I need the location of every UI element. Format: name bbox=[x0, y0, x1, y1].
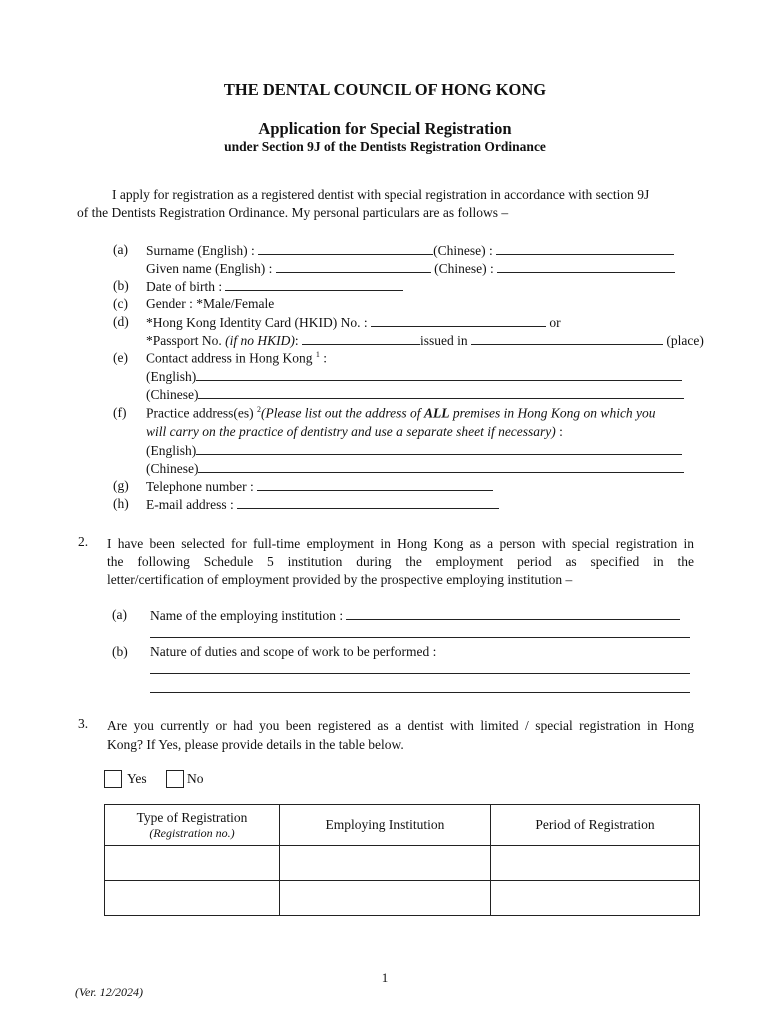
practice-address-row bbox=[146, 405, 656, 422]
item-b-label: (b) bbox=[113, 278, 129, 293]
section-3-line-1: Are you currently or had you been registered as a dentist with limited / special registration in Hong bbox=[107, 718, 694, 733]
dob-field[interactable] bbox=[225, 278, 403, 291]
issued-place-field[interactable] bbox=[471, 332, 663, 345]
section-2-line-1: I have been selected for full-time employment in Hong Kong as a person with special registration in bbox=[107, 536, 694, 551]
version-label: (Ver. 12/2024) bbox=[75, 985, 143, 999]
hkid-row bbox=[146, 314, 561, 331]
item-f-label: (f) bbox=[113, 405, 127, 420]
contact-english-row bbox=[146, 368, 682, 385]
place-label: (place) bbox=[666, 333, 704, 348]
contact-address-label: Contact address in Hong Kong $^1$ : bbox=[146, 350, 327, 366]
given-name-row bbox=[146, 260, 675, 277]
passport-row: *Passport No. (if no HKID): issued in (place) bbox=[146, 333, 704, 348]
practice-chinese-row bbox=[146, 460, 684, 477]
practice-chinese-field[interactable] bbox=[198, 460, 684, 473]
item-g-label: (g) bbox=[113, 478, 129, 493]
section-2-line-2: the following Schedule 5 institution during the employment period as specified in the bbox=[107, 554, 694, 569]
passport-field[interactable] bbox=[302, 332, 420, 345]
footnote-1-marker: 1 bbox=[315, 350, 320, 359]
no-label: No bbox=[187, 771, 204, 786]
duties-label: Nature of duties and scope of work to be performed : bbox=[150, 644, 437, 659]
item-d-label: (d) bbox=[113, 314, 129, 329]
table-header-row bbox=[105, 805, 700, 846]
registration-history-table bbox=[104, 804, 700, 916]
practice-english-label: (English) bbox=[146, 443, 197, 458]
form-subtitle: under Section 9J of the Dentists Registration Ordinance bbox=[224, 139, 546, 154]
table-cell[interactable] bbox=[491, 846, 700, 881]
practice-note-part-2: premises in Hong Kong on which you bbox=[452, 405, 656, 421]
passport-label: *Passport No. bbox=[146, 333, 222, 348]
col-type-sublabel: (Registration no.) bbox=[149, 825, 235, 840]
telephone-label: Telephone number : bbox=[146, 479, 254, 494]
contact-chinese-row bbox=[146, 386, 684, 403]
telephone-field[interactable] bbox=[257, 478, 493, 491]
council-title: THE DENTAL COUNCIL OF HONG KONG bbox=[223, 80, 547, 99]
yes-label: Yes bbox=[127, 771, 147, 786]
section-2-line-3: letter/certification of employment provided by the prospective employing institution – bbox=[107, 572, 573, 587]
footnote-2-marker: 2 bbox=[256, 405, 261, 414]
col-type-of-registration bbox=[105, 805, 280, 846]
practice-english-row bbox=[146, 442, 682, 459]
practice-note-text: will carry on the practice of dentistry and use a separate sheet if necessary) bbox=[146, 424, 556, 439]
surname-english-field[interactable] bbox=[258, 242, 433, 255]
table-cell[interactable] bbox=[105, 881, 280, 916]
intro-line-1: I apply for registration as a registered dentist with special registration in accordance with section 9J bbox=[112, 187, 650, 202]
surname-english-label: Surname (English) : bbox=[146, 243, 255, 258]
issued-in-label: issued in bbox=[420, 333, 468, 348]
col-period-of-registration: Period of Registration bbox=[491, 805, 700, 846]
email-row bbox=[146, 496, 499, 513]
table-cell[interactable] bbox=[280, 881, 491, 916]
surname-chinese-field[interactable] bbox=[496, 242, 674, 255]
hkid-field[interactable] bbox=[371, 314, 546, 327]
table-row bbox=[105, 881, 700, 916]
duties-field-line-1[interactable] bbox=[150, 673, 690, 674]
practice-chinese-label: (Chinese) bbox=[146, 461, 199, 476]
practice-note-all: ALL bbox=[423, 405, 450, 421]
given-name-english-label: Given name (English) : bbox=[146, 261, 273, 276]
employer-row bbox=[150, 607, 680, 624]
no-checkbox[interactable] bbox=[166, 770, 184, 788]
given-name-chinese-label: (Chinese) : bbox=[434, 261, 494, 276]
table-row bbox=[105, 846, 700, 881]
practice-address-label: Practice address(es) bbox=[146, 405, 254, 421]
col-type-label: Type of Registration bbox=[136, 809, 248, 825]
employer-field[interactable] bbox=[346, 607, 680, 620]
col-employing-institution: Employing Institution bbox=[280, 805, 491, 846]
item-e-label: (e) bbox=[113, 350, 128, 365]
surname-row bbox=[146, 242, 674, 259]
hkid-label: *Hong Kong Identity Card (HKID) No. : bbox=[146, 315, 368, 330]
or-text: or bbox=[549, 315, 561, 330]
given-name-chinese-field[interactable] bbox=[497, 260, 675, 273]
contact-address-text: Contact address in Hong Kong bbox=[146, 350, 313, 366]
email-field[interactable] bbox=[237, 496, 499, 509]
item-a-label: (a) bbox=[113, 242, 128, 257]
gender-label[interactable]: Gender : *Male/Female bbox=[146, 296, 275, 311]
telephone-row bbox=[146, 478, 493, 495]
table-cell[interactable] bbox=[105, 846, 280, 881]
practice-note-part-1: (Please list out the address of bbox=[260, 405, 421, 421]
email-label: E-mail address : bbox=[146, 497, 234, 512]
item-c-label: (c) bbox=[113, 296, 128, 311]
yes-checkbox[interactable] bbox=[104, 770, 122, 788]
contact-english-label: (English) bbox=[146, 369, 197, 384]
practice-note-line-2: will carry on the practice of dentistry and use a separate sheet if necessary) : bbox=[146, 424, 563, 439]
if-no-hkid-note: (if no HKID) bbox=[225, 333, 295, 348]
contact-chinese-label: (Chinese) bbox=[146, 387, 199, 402]
section-3-line-2: Kong? If Yes, please provide details in the table below. bbox=[107, 737, 404, 752]
dob-row bbox=[146, 278, 403, 295]
intro-line-2: of the Dentists Registration Ordinance. My personal particulars are as follows – bbox=[77, 205, 509, 220]
employer-label: Name of the employing institution : bbox=[150, 608, 344, 623]
table-cell[interactable] bbox=[491, 881, 700, 916]
section-2-number: 2. bbox=[78, 534, 89, 549]
duties-field-line-2[interactable] bbox=[150, 692, 690, 693]
table-cell[interactable] bbox=[280, 846, 491, 881]
practice-english-field[interactable] bbox=[196, 442, 682, 455]
employer-field-line-2[interactable] bbox=[150, 637, 690, 638]
item-2a-label: (a) bbox=[112, 607, 127, 622]
surname-chinese-label: (Chinese) : bbox=[433, 243, 493, 258]
contact-chinese-field[interactable] bbox=[198, 386, 684, 399]
page-number: 1 bbox=[381, 970, 389, 985]
dob-label: Date of birth : bbox=[146, 279, 223, 294]
contact-english-field[interactable] bbox=[196, 368, 682, 381]
item-h-label: (h) bbox=[113, 496, 129, 511]
form-title: Application for Special Registration bbox=[258, 119, 512, 138]
given-name-english-field[interactable] bbox=[276, 260, 431, 273]
section-3-number: 3. bbox=[78, 716, 89, 731]
item-2b-label: (b) bbox=[112, 644, 128, 659]
